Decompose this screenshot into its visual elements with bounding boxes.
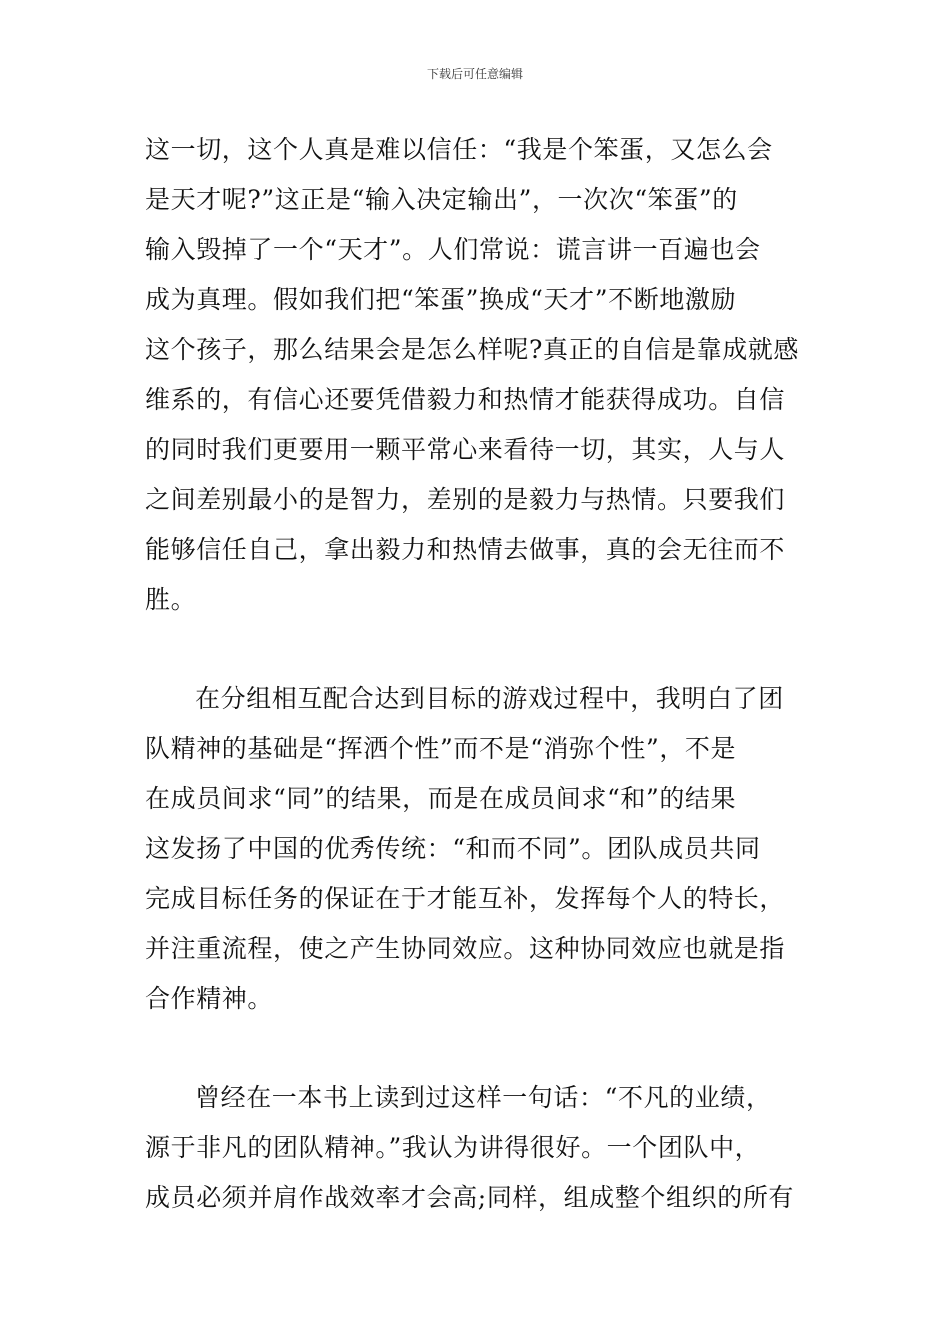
paragraph-1-line-10: 胜。 [145, 585, 197, 614]
paragraph-1-line-7: 的同时我们更要用一颗平常心来看待一切，其实，人与人 [145, 435, 786, 464]
paragraph-3-line-2: 源于非凡的团队精神。”我认为讲得很好。一个团队中， [145, 1133, 761, 1162]
paragraph-2-line-6: 并注重流程，使之产生协同效应。这种协同效应也就是指 [145, 934, 786, 963]
page-header: 下载后可任意编辑 [426, 67, 523, 81]
paragraph-1-line-3: 输入毁掉了一个“天才”。人们常说：谎言讲一百遍也会 [145, 235, 761, 264]
paragraph-2-line-7: 合作精神。 [145, 984, 274, 1013]
paragraph-2-line-4: 这发扬了中国的优秀传统：“和而不同”。团队成员共同 [145, 834, 761, 863]
paragraph-2-line-3: 在成员间求“同”的结果，而是在成员间求“和”的结果 [145, 784, 737, 813]
paragraph-1-line-5: 这个孩子，那么结果会是怎么样呢?真正的自信是靠成就感 [145, 335, 800, 364]
paragraph-2-line-5: 完成目标任务的保证在于才能互补，发挥每个人的特长， [145, 884, 786, 913]
paragraph-1-line-6: 维系的，有信心还要凭借毅力和热情才能获得成功。自信 [145, 385, 786, 414]
paragraph-2-line-1: 在分组相互配合达到目标的游戏过程中，我明白了团 [195, 684, 784, 713]
paragraph-1-line-9: 能够信任自己，拿出毅力和热情去做事，真的会无往而不 [145, 535, 786, 564]
paragraph-1-line-2: 是天才呢?”这正是“输入决定输出”，一次次“笨蛋”的 [145, 185, 738, 214]
paragraph-1-line-1: 这一切，这个人真是难以信任：“我是个笨蛋，又怎么会 [145, 135, 773, 164]
paragraph-1-line-8: 之间差别最小的是智力，差别的是毅力与热情。只要我们 [145, 485, 786, 514]
paragraph-3-line-3: 成员必须并肩作战效率才会高;同样，组成整个组织的所有 [145, 1183, 795, 1212]
paragraph-1-line-4: 成为真理。假如我们把“笨蛋”换成“天才”不断地激励 [145, 285, 737, 314]
paragraph-2-line-2: 队精神的基础是“挥洒个性”而不是“消弥个性”，不是 [145, 734, 737, 763]
paragraph-3-line-1: 曾经在一本书上读到过这样一句话：“不凡的业绩， [195, 1083, 772, 1112]
